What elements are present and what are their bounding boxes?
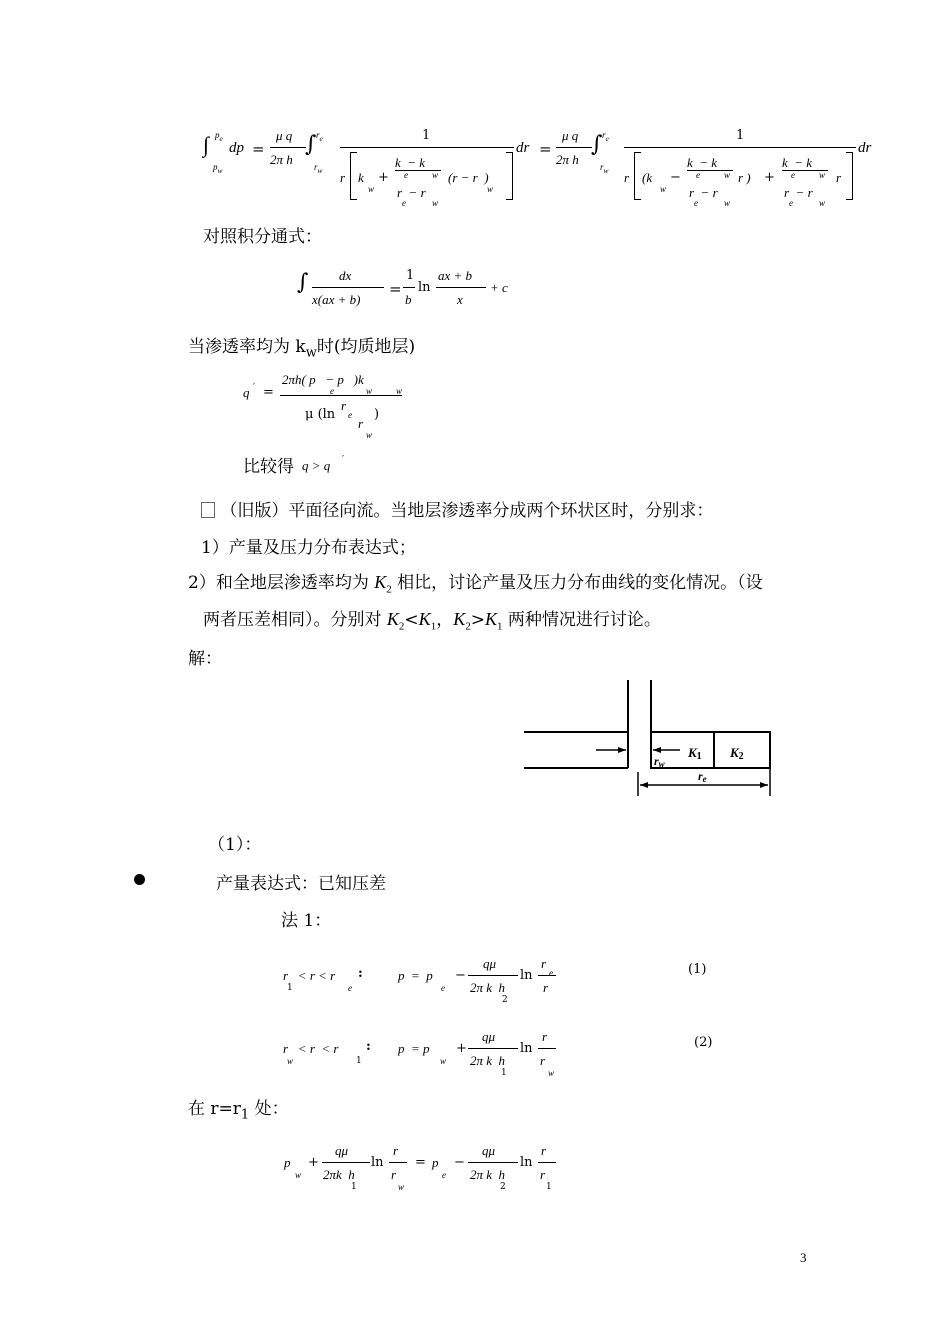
at-r1-text: 在 $r=r_1$ 处：	[188, 1099, 289, 1123]
label-k2: K2	[730, 745, 744, 762]
solution-label: 解：	[188, 649, 222, 669]
problem-q1: 1）产量及压力分布表达式；	[201, 538, 416, 558]
label-rw: rw	[654, 754, 665, 769]
label-k1: K1	[688, 745, 702, 762]
page-number: 3	[800, 1250, 807, 1265]
bullet-icon	[134, 874, 145, 885]
problem-intro: （旧版）平面径向流。当地层渗透率分成两个环状区时，分别求：	[201, 496, 713, 521]
part-1-label: （1）：	[208, 835, 262, 855]
label-re: re	[698, 769, 707, 784]
missing-glyph-icon	[201, 502, 215, 518]
compare-integral-text: 对照积分通式：	[203, 227, 322, 247]
method-1-label: 法 1：	[281, 911, 332, 931]
radial-flow-diagram	[520, 680, 780, 800]
equation-1-tag: (1)	[688, 962, 707, 977]
homogeneous-text: 当渗透率均为 $k_w$时(均质地层)	[188, 337, 416, 361]
equation-2-tag: (2)	[694, 1035, 713, 1050]
problem-q2: 2）和全地层渗透率均为 $K_2$ 相比，讨论产量及压力分布曲线的变化情况。（设	[188, 572, 763, 596]
yield-expression-heading: 产量表达式：已知压差	[216, 874, 386, 894]
problem-q2-cont: 两者压差相同）。分别对 $K_2<K_1$，$K_2>K_1$ 两种情况进行讨论。	[203, 609, 661, 633]
